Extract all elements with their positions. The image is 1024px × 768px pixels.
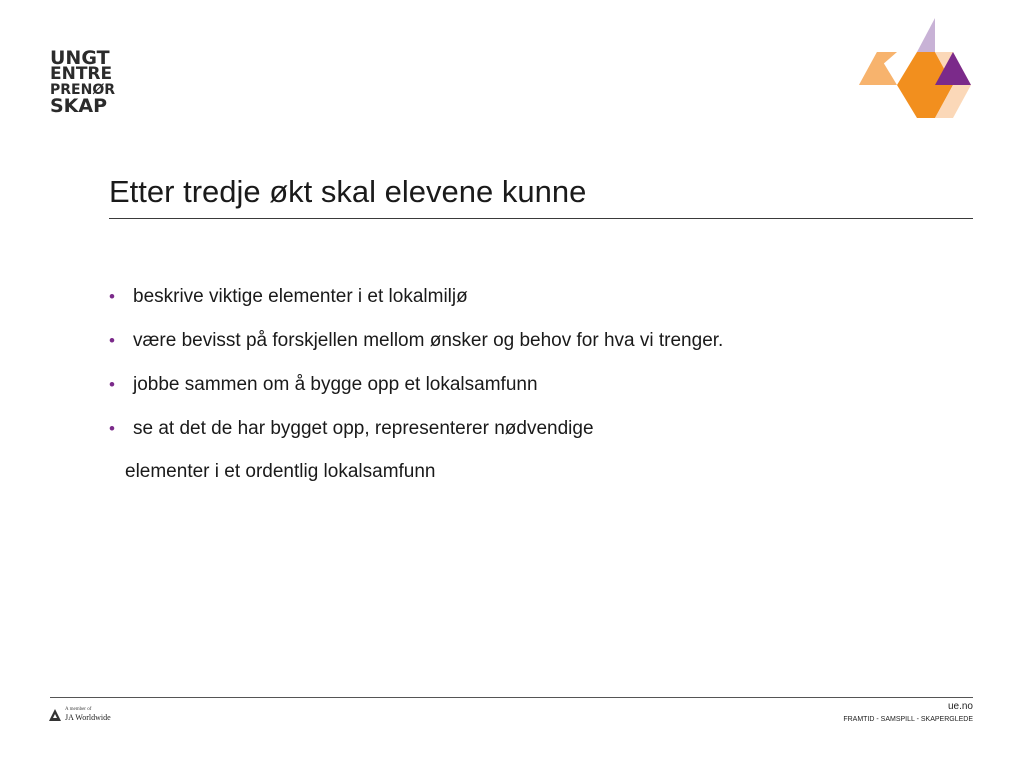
bullet-continuation: elementer i et ordentlig lokalsamfunn [125, 461, 436, 482]
site-url: ue.no [947, 701, 973, 712]
logo-line-4: SKAP [50, 95, 108, 117]
bullet-text: se at det de har bygget opp, representerer nødvendige [133, 418, 594, 439]
logo-line-2: ENTRE [50, 64, 113, 84]
list-item [109, 372, 723, 416]
bullet-icon: • [109, 331, 115, 350]
bullet-icon: • [109, 419, 115, 438]
ja-worldwide-logo [48, 704, 111, 722]
ja-member-text: A member of [65, 707, 92, 712]
bullet-text: være bevisst på forskjellen mellom ønsker og behov for hva vi trenger. [133, 330, 724, 351]
list-item [109, 328, 723, 372]
list-item [109, 416, 723, 460]
ja-name-text: JA Worldwide [65, 713, 111, 722]
bullet-icon: • [109, 287, 115, 306]
logo-line-1: UNGT [50, 47, 110, 69]
list-item [109, 284, 723, 328]
logo-line-3: PRENØR [50, 82, 116, 98]
bullet-icon: • [109, 375, 115, 394]
footer-tagline: FRAMTID - SAMSPILL - SKAPERGLEDE [843, 716, 973, 723]
title-divider [109, 218, 973, 219]
geometric-logo-icon [855, 18, 980, 123]
slide-title: Etter tredje økt skal elevene kunne [109, 174, 587, 209]
bullet-list [109, 284, 723, 460]
ue-logo [50, 47, 116, 117]
bullet-text: jobbe sammen om å bygge opp et lokalsamfunn [133, 374, 538, 395]
bullet-text: beskrive viktige elementer i et lokalmiljø [133, 286, 468, 307]
lilac-triangle [917, 18, 935, 52]
ja-mountain-icon [48, 708, 62, 722]
footer-divider [50, 697, 973, 698]
